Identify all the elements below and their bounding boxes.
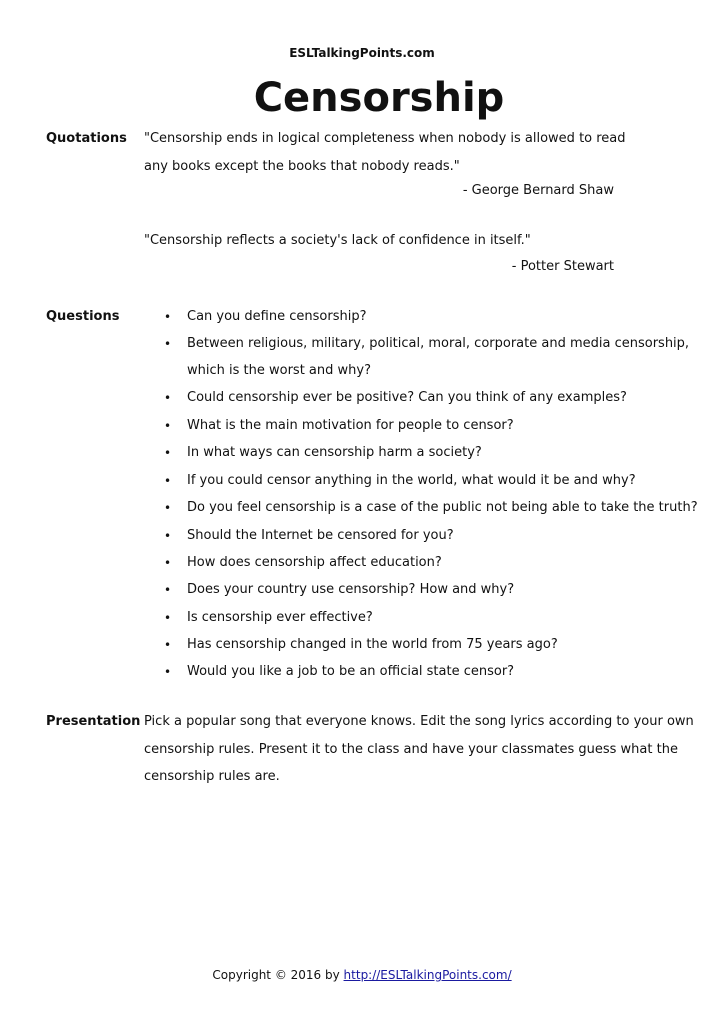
bullet-icon: •	[164, 419, 172, 433]
question-text: What is the main motivation for people to censor?	[187, 418, 514, 433]
questions-label: Questions	[46, 309, 120, 324]
bullet-icon: •	[164, 337, 172, 351]
bullet-icon: •	[164, 446, 172, 460]
page-title: Censorship	[253, 75, 505, 121]
question-text: In what ways can censorship harm a society?	[187, 445, 482, 460]
question-text: Do you feel censorship is a case of the public not being able to take the truth?	[187, 500, 698, 515]
bullet-icon: •	[164, 474, 172, 488]
question-text: Has censorship changed in the world from 75 years ago?	[187, 637, 558, 652]
question-text: Does your country use censorship? How and why?	[187, 582, 515, 597]
copyright-text: Copyright © 2016 by	[212, 968, 340, 982]
site-name: ESLTalkingPoints.com	[289, 46, 435, 60]
bullet-icon: •	[164, 583, 172, 597]
bullet-icon: •	[164, 665, 172, 679]
site-link[interactable]: http://ESLTalkingPoints.com/	[343, 968, 512, 982]
question-text: Between religious, military, political, moral, corporate and media censorship,	[187, 336, 690, 351]
quote-1-author: - George Bernard Shaw	[462, 183, 614, 198]
quote-1-line-2: any books except the books that nobody reads."	[144, 159, 460, 174]
presentation-line-3: censorship rules are.	[144, 769, 280, 784]
presentation-line-1: Pick a popular song that everyone knows. Edit the song lyrics according to your own	[144, 714, 694, 729]
quote-2-line-1: "Censorship reflects a society's lack of confidence in itself."	[144, 233, 531, 248]
question-text: Could censorship ever be positive? Can you think of any examples?	[187, 390, 627, 405]
question-text: which is the worst and why?	[187, 363, 371, 378]
footer	[0, 966, 724, 984]
bullet-icon: •	[164, 638, 172, 652]
question-text: Is censorship ever effective?	[187, 610, 373, 625]
bullet-icon: •	[164, 529, 172, 543]
question-text: Can you define censorship?	[187, 309, 367, 324]
quote-2-author: - Potter Stewart	[511, 259, 614, 274]
presentation-label: Presentation	[46, 714, 141, 729]
bullet-icon: •	[164, 611, 172, 625]
bullet-icon: •	[164, 556, 172, 570]
quote-1-line-1: "Censorship ends in logical completeness when nobody is allowed to read	[144, 131, 626, 146]
quotations-label: Quotations	[46, 131, 127, 146]
bullet-icon: •	[164, 310, 172, 324]
bullet-icon: •	[164, 501, 172, 515]
question-text: How does censorship affect education?	[187, 555, 442, 570]
bullet-icon: •	[164, 391, 172, 405]
question-text: Should the Internet be censored for you?	[187, 528, 454, 543]
question-text: Would you like a job to be an official state censor?	[187, 664, 515, 679]
presentation-line-2: censorship rules. Present it to the class and have your classmates guess what the	[144, 742, 678, 757]
question-text: If you could censor anything in the world, what would it be and why?	[187, 473, 636, 488]
